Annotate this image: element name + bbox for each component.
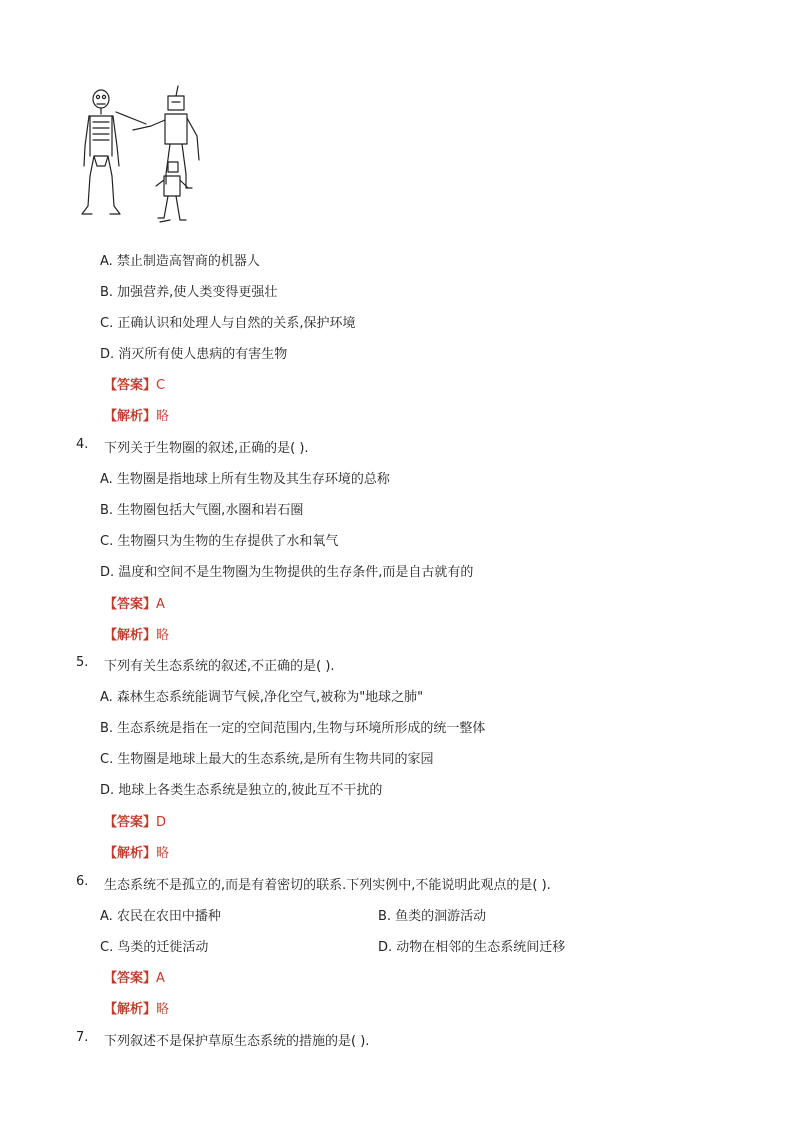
analysis-value: 略	[156, 1002, 170, 1017]
analysis-label: 【解析】	[104, 409, 157, 424]
q6-answer	[104, 967, 165, 986]
q5-answer	[104, 811, 166, 830]
q6-number: 6.	[76, 874, 89, 889]
q4-option-c: C. 生物圈只为生物的生存提供了水和氧气	[100, 534, 339, 549]
q4-stem: 下列关于生物圈的叙述,正确的是( ).	[104, 441, 309, 456]
q6-option-b: B. 鱼类的洄游活动	[378, 909, 487, 924]
q5-option-c: C. 生物圈是地球上最大的生态系统,是所有生物共同的家园	[100, 752, 434, 767]
q6-stem: 生态系统不是孤立的,而是有着密切的联系.下列实例中,不能说明此观点的是( ).	[104, 878, 551, 893]
q4-answer	[104, 593, 165, 612]
q5-option-a: A. 森林生态系统能调节气候,净化空气,被称为"地球之肺"	[100, 690, 424, 705]
q6-analysis	[104, 998, 169, 1017]
q4-option-b: B. 生物圈包括大气圈,水圈和岩石圈	[100, 503, 304, 518]
q5-stem: 下列有关生态系统的叙述,不正确的是( ).	[104, 659, 335, 674]
q4-option-a: A. 生物圈是指地球上所有生物及其生存环境的总称	[100, 472, 390, 487]
answer-value: C	[156, 378, 166, 393]
q5-analysis	[104, 842, 169, 861]
analysis-label: 【解析】	[104, 846, 157, 861]
analysis-value: 略	[156, 846, 170, 861]
q3-option-a: A. 禁止制造高智商的机器人	[100, 254, 260, 269]
analysis-label: 【解析】	[104, 628, 157, 643]
answer-label: 【答案】	[104, 378, 157, 393]
answer-value: A	[156, 971, 165, 986]
answer-label: 【答案】	[104, 971, 157, 986]
answer-value: D	[156, 815, 167, 830]
q6-option-c: C. 鸟类的迁徙活动	[100, 940, 209, 955]
q7-number: 7.	[76, 1030, 89, 1045]
answer-label: 【答案】	[104, 597, 157, 612]
q6-option-a: A. 农民在农田中播种	[100, 909, 221, 924]
q6-option-d: D. 动物在相邻的生态系统间迁移	[378, 940, 566, 955]
answer-value: A	[156, 597, 165, 612]
q3-option-d: D. 消灭所有使人患病的有害生物	[100, 347, 288, 362]
analysis-label: 【解析】	[104, 1002, 157, 1017]
q7-stem: 下列叙述不是保护草原生态系统的措施的是( ).	[104, 1034, 370, 1049]
q5-option-d: D. 地球上各类生态系统是独立的,彼此互不干扰的	[100, 783, 383, 798]
analysis-value: 略	[156, 628, 170, 643]
q3-option-c: C. 正确认识和处理人与自然的关系,保护环境	[100, 316, 356, 331]
skeleton-robot-illustration	[80, 84, 210, 230]
q4-number: 4.	[76, 437, 89, 452]
q3-analysis	[104, 405, 169, 424]
answer-label: 【答案】	[104, 815, 157, 830]
q5-number: 5.	[76, 655, 89, 670]
q4-option-d: D. 温度和空间不是生物圈为生物提供的生存条件,而是自古就有的	[100, 565, 474, 580]
q3-answer	[104, 374, 165, 393]
q3-option-b: B. 加强营养,使人类变得更强壮	[100, 285, 278, 300]
q4-analysis	[104, 624, 169, 643]
analysis-value: 略	[156, 409, 170, 424]
q5-option-b: B. 生态系统是指在一定的空间范围内,生物与环境所形成的统一整体	[100, 721, 486, 736]
